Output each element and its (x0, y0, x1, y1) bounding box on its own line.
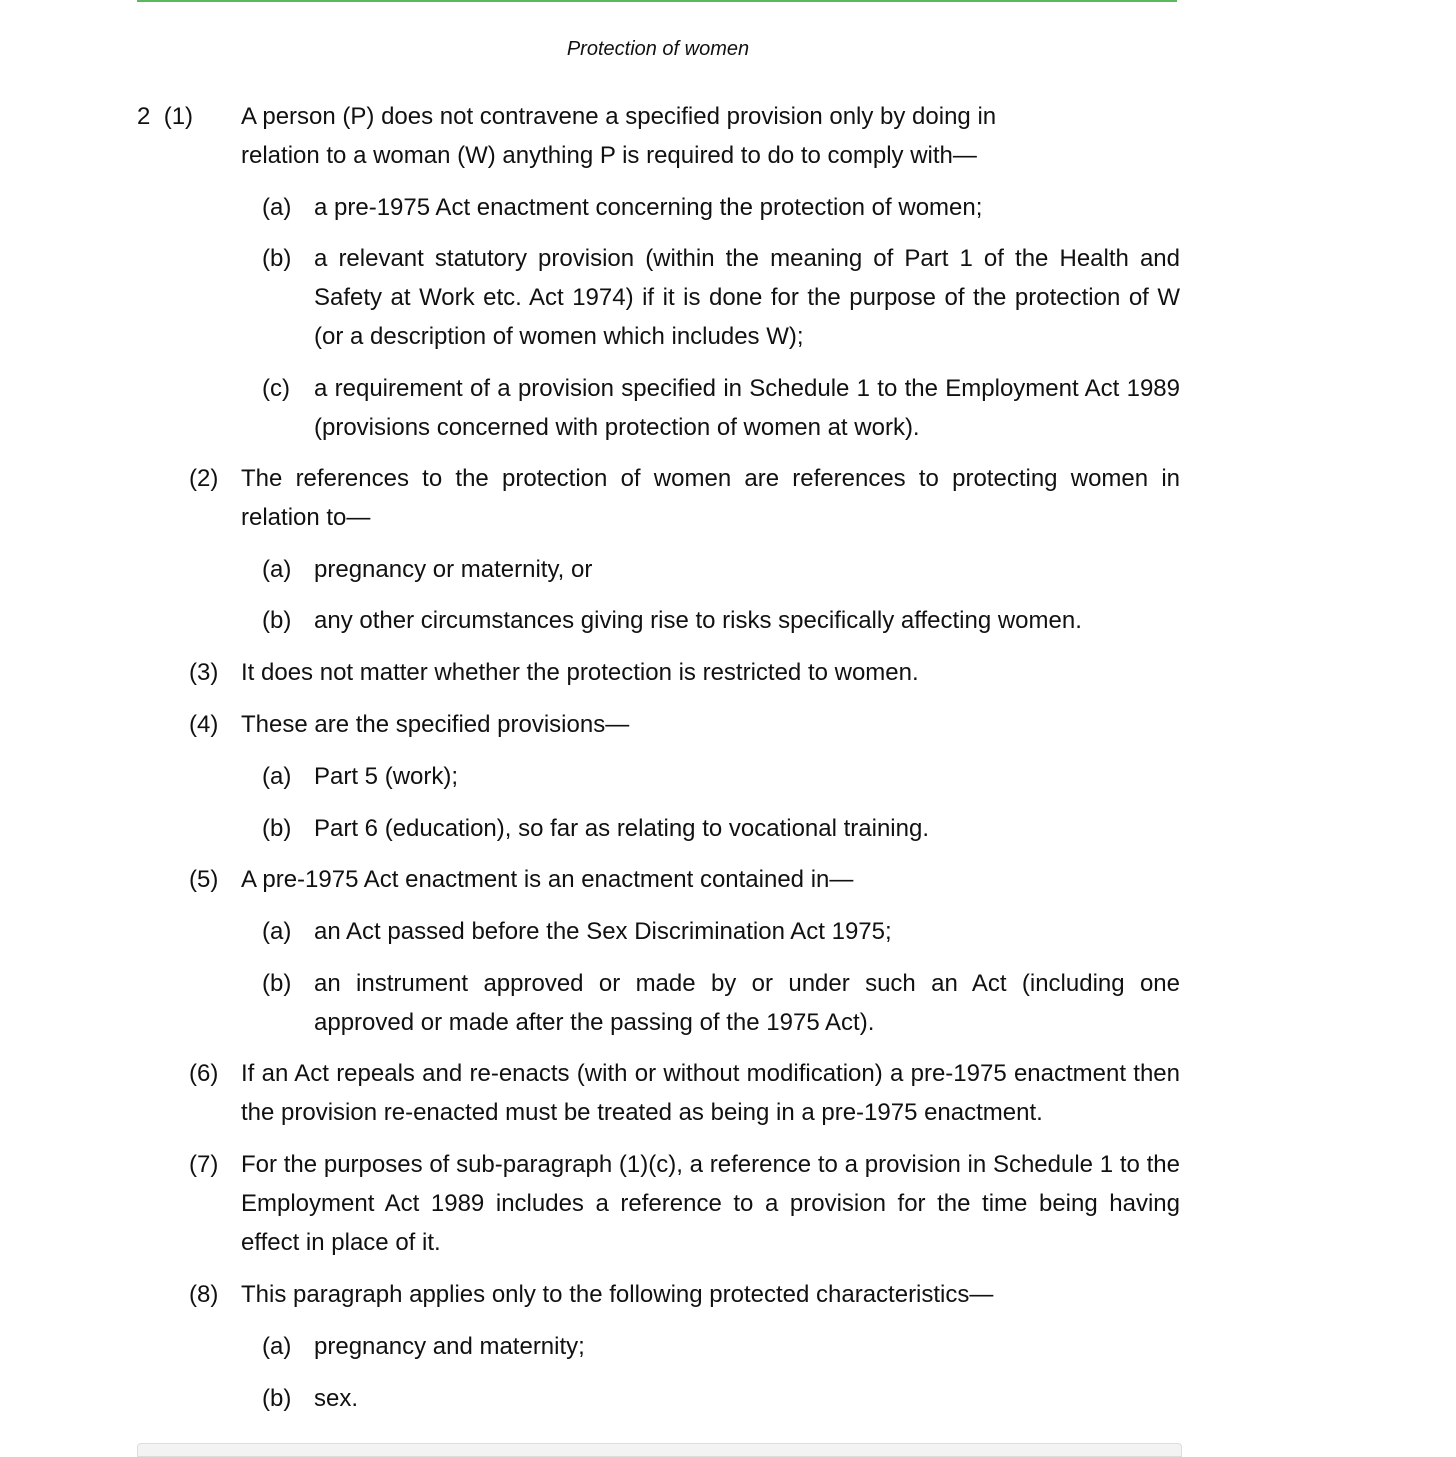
sub-paragraph-text: A pre-1975 Act enactment is an enactment contained in— (241, 866, 854, 893)
paragraph-number: 2 (1) (137, 103, 194, 130)
sub-paragraph-label: (8) (189, 1281, 219, 1308)
item-text: Part 5 (work); (314, 763, 459, 790)
sub-paragraph-label: (2) (189, 465, 219, 492)
section-heading: Protection of women (566, 38, 750, 60)
item-text: sex. (314, 1385, 359, 1412)
sub-paragraph-label: (3) (189, 659, 219, 686)
item-text: an Act passed before the Sex Discrimination Act 1975; (314, 918, 892, 945)
sub-paragraph-label: (6) (189, 1060, 219, 1087)
sub-paragraph-label: (7) (189, 1151, 219, 1178)
item-label: (b) (262, 607, 292, 634)
sub-paragraph-text: This paragraph applies only to the following protected characteristics— (241, 1281, 994, 1308)
sub-paragraph-label: (5) (189, 866, 219, 893)
item-text: Part 6 (education), so far as relating to vocational training. (314, 815, 929, 842)
item-text: pregnancy or maternity, or (314, 556, 593, 583)
sub-paragraph-text: These are the specified provisions— (241, 711, 630, 738)
sub-paragraph-text: A person (P) does not contravene a specified provision only by doing in relation to a woman (W) anything P is required to do to comply with— (241, 103, 997, 169)
item-text: pregnancy and maternity; (314, 1333, 585, 1360)
item-label: (c) (262, 375, 290, 402)
item-label: (b) (262, 245, 292, 272)
item-label: (b) (262, 1385, 292, 1412)
top-divider (137, 0, 1177, 2)
item-text: a relevant statutory provision (within the meaning of Part 1 of the Health and Safety at Work etc. Act 1974) if it is done for the purpose of the protection of W (or a description of women which includes W); (314, 245, 1180, 350)
sub-paragraph-text: If an Act repeals and re-enacts (with or without modification) a pre-1975 enactment then the provision re-enacted must be treated as being in a pre-1975 enactment. (241, 1060, 1180, 1126)
item-label: (a) (262, 763, 292, 790)
item-text: an instrument approved or made by or under such an Act (including one approved or made after the passing of the 1975 Act). (314, 970, 1180, 1036)
sub-paragraph-text: For the purposes of sub-paragraph (1)(c), a reference to a provision in Schedule 1 to the Employment Act 1989 includes a reference to a provision for the time being having effect in place of it. (241, 1151, 1180, 1256)
sub-paragraph-text: It does not matter whether the protection is restricted to women. (241, 659, 919, 686)
next-section-panel (137, 1443, 1182, 1457)
item-text: a requirement of a provision specified in Schedule 1 to the Employment Act 1989 (provisions concerned with protection of women at work). (314, 375, 1180, 441)
item-label: (b) (262, 815, 292, 842)
item-label: (a) (262, 194, 292, 221)
sub-paragraph-label: (4) (189, 711, 219, 738)
item-label: (a) (262, 1333, 292, 1360)
item-text: any other circumstances giving rise to risks specifically affecting women. (314, 607, 1082, 634)
item-label: (a) (262, 556, 292, 583)
item-label: (b) (262, 970, 292, 997)
sub-paragraph-text: The references to the protection of women are references to protecting women in relation to— (241, 465, 1180, 531)
item-text: a pre-1975 Act enactment concerning the protection of women; (314, 194, 983, 221)
item-label: (a) (262, 918, 292, 945)
